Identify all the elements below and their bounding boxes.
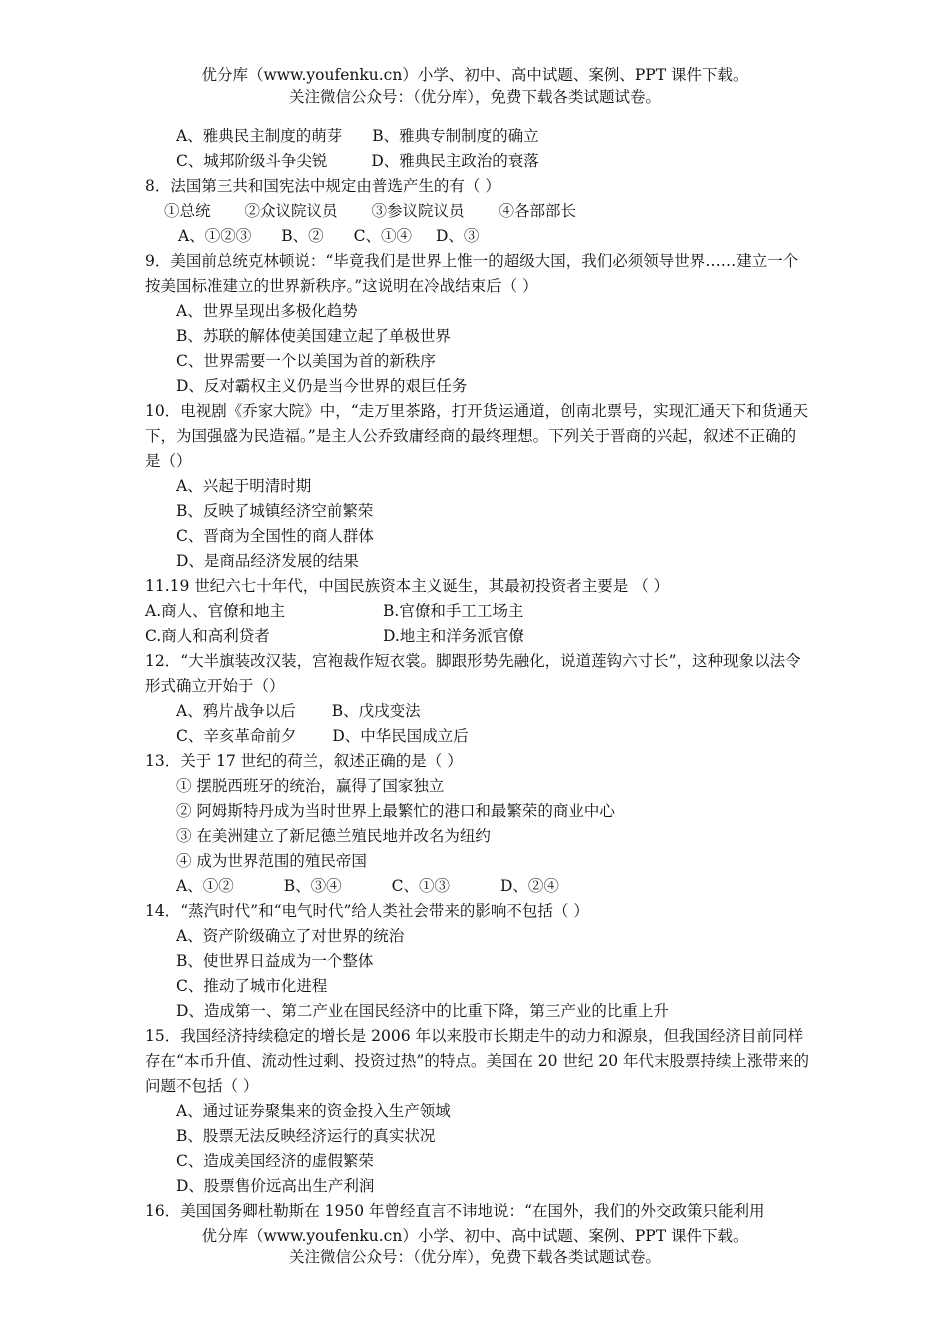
q13-stem: 13．关于 17 世纪的荷兰，叙述正确的是（ ） [145, 752, 463, 770]
q9-option-c: C、世界需要一个以美国为首的新秩序 [176, 352, 436, 370]
q13-option-c: C、①③ [391, 877, 450, 895]
q10-option-a: A、兴起于明清时期 [176, 477, 312, 495]
q14-option-d: D、造成第一、第二产业在国民经济中的比重下降，第三产业的比重上升 [176, 1002, 669, 1020]
q13-option-b: B、③④ [283, 877, 342, 895]
q13-option-d: D、②④ [499, 877, 559, 895]
q8-items [145, 199, 810, 224]
q12-option-a: A、鸦片战争以后 [176, 702, 296, 720]
q13-options [145, 874, 810, 899]
q13-option-a: A、①② [176, 877, 234, 895]
q13-item-3: ③ 在美洲建立了新尼德兰殖民地并改名为纽约 [176, 827, 491, 845]
q11-option-b: B.官僚和手工工场主 [383, 602, 524, 620]
q11-option-d: D.地主和洋务派官僚 [383, 627, 524, 645]
q10-option-d: D、是商品经济发展的结果 [176, 552, 359, 570]
q8-option-d: D、③ [435, 227, 480, 245]
q16-stem: 16．美国国务卿杜勒斯在 1950 年曾经直言不讳地说：“在国外，我们的外交政策只能利用 [145, 1202, 765, 1220]
footer-line-2: 关注微信公众号：（优分库），免费下载各类试题试卷。 [288, 1248, 661, 1266]
q14-option-b: B、使世界日益成为一个整体 [176, 952, 374, 970]
page-footer [0, 1226, 950, 1268]
q8-item-4: ④各部部长 [498, 202, 577, 220]
q10-option-c: C、晋商为全国性的商人群体 [176, 527, 374, 545]
q7-option-d: D、雅典民主政治的衰落 [371, 152, 539, 170]
q8-option-b: B、② [281, 227, 324, 245]
q9-option-a: A、世界呈现出多极化趋势 [176, 302, 358, 320]
q14-option-c: C、推动了城市化进程 [176, 977, 328, 995]
q13-item-1: ① 摆脱西班牙的统治，赢得了国家独立 [176, 777, 445, 795]
q15-stem: 15．我国经济持续稳定的增长是 2006 年以来股市长期走牛的动力和源泉，但我国经济目前同样存在“本币升值、流动性过剩、投资过热”的特点。美国在 20 世纪 20 年代末股票持续上涨带来的问题不包括（ ） [145, 1027, 810, 1095]
q14-stem: 14．“蒸汽时代”和“电气时代”给人类社会带来的影响不包括（ ） [145, 902, 589, 920]
q10-option-b: B、反映了城镇经济空前繁荣 [176, 502, 374, 520]
q15-option-c: C、造成美国经济的虚假繁荣 [176, 1152, 374, 1170]
page-header [0, 64, 950, 108]
q15-option-d: D、股票售价远高出生产利润 [176, 1177, 375, 1195]
q10-stem: 10．电视剧《乔家大院》中，“走万里茶路，打开货运通道，创南北票号，实现汇通天下和货通天下，为国强盛为民造福。”是主人公乔致庸经商的最终理想。下列关于晋商的兴起，叙述不正确的是（） [145, 402, 809, 470]
q12-options-row-1 [145, 699, 810, 724]
q12-option-b: B、戊戌变法 [331, 702, 421, 720]
q8-option-c: C、①④ [353, 227, 412, 245]
footer-line-1: 优分库（www.youfenku.cn）小学、初中、高中试题、案例、PPT 课件下载。 [201, 1227, 749, 1245]
header-line-2: 关注微信公众号：（优分库），免费下载各类试题试卷。 [288, 88, 661, 106]
q11-options-row-1 [145, 599, 810, 624]
q9-option-b: B、苏联的解体使美国建立起了单极世界 [176, 327, 451, 345]
q12-options-row-2 [145, 724, 810, 749]
q11-option-a: A.商人、官僚和地主 [145, 602, 286, 620]
q9-option-d: D、反对霸权主义仍是当今世界的艰巨任务 [176, 377, 468, 395]
q12-stem: 12．“大半旗装改汉装，宫袍裁作短衣裳。脚跟形势先融化，说道莲钩六寸长”，这种现象以法令形式确立开始于（） [145, 652, 801, 695]
q14-option-a: A、资产阶级确立了对世界的统治 [176, 927, 405, 945]
q8-stem: 8．法国第三共和国宪法中规定由普选产生的有（ ） [145, 177, 501, 195]
q15-option-a: A、通过证券聚集来的资金投入生产领域 [176, 1102, 451, 1120]
q7-option-c: C、城邦阶级斗争尖锐 [176, 152, 328, 170]
q8-item-2: ②众议院议员 [244, 202, 338, 220]
q7-option-b: B、雅典专制制度的确立 [372, 127, 539, 145]
q9-stem: 9．美国前总统克林顿说：“毕竟我们是世界上惟一的超级大国，我们必须领导世界……建立一个按美国标准建立的世界新秩序。”这说明在冷战结束后（ ） [145, 252, 799, 295]
q7-options-row-1 [145, 124, 810, 149]
q12-option-c: C、辛亥革命前夕 [176, 727, 297, 745]
q11-option-c: C.商人和高利贷者 [145, 627, 270, 645]
q7-option-a: A、雅典民主制度的萌芽 [176, 127, 343, 145]
header-line-1: 优分库（www.youfenku.cn）小学、初中、高中试题、案例、PPT 课件下载。 [201, 66, 749, 84]
q8-item-3: ③参议院议员 [371, 202, 465, 220]
q15-option-b: B、股票无法反映经济运行的真实状况 [176, 1127, 436, 1145]
q8-option-a: A、①②③ [178, 227, 252, 245]
q13-item-2: ② 阿姆斯特丹成为当时世界上最繁忙的港口和最繁荣的商业中心 [176, 802, 615, 820]
question-list [145, 124, 810, 1224]
q13-item-4: ④ 成为世界范围的殖民帝国 [176, 852, 367, 870]
q11-stem: 11.19 世纪六七十年代，中国民族资本主义诞生，其最初投资者主要是 （ ） [145, 577, 670, 595]
q12-option-d: D、中华民国成立后 [332, 727, 469, 745]
q8-options [145, 224, 810, 249]
q11-options-row-2 [145, 624, 810, 649]
q8-item-1: ①总统 [164, 202, 211, 220]
q7-options-row-2 [145, 149, 810, 174]
